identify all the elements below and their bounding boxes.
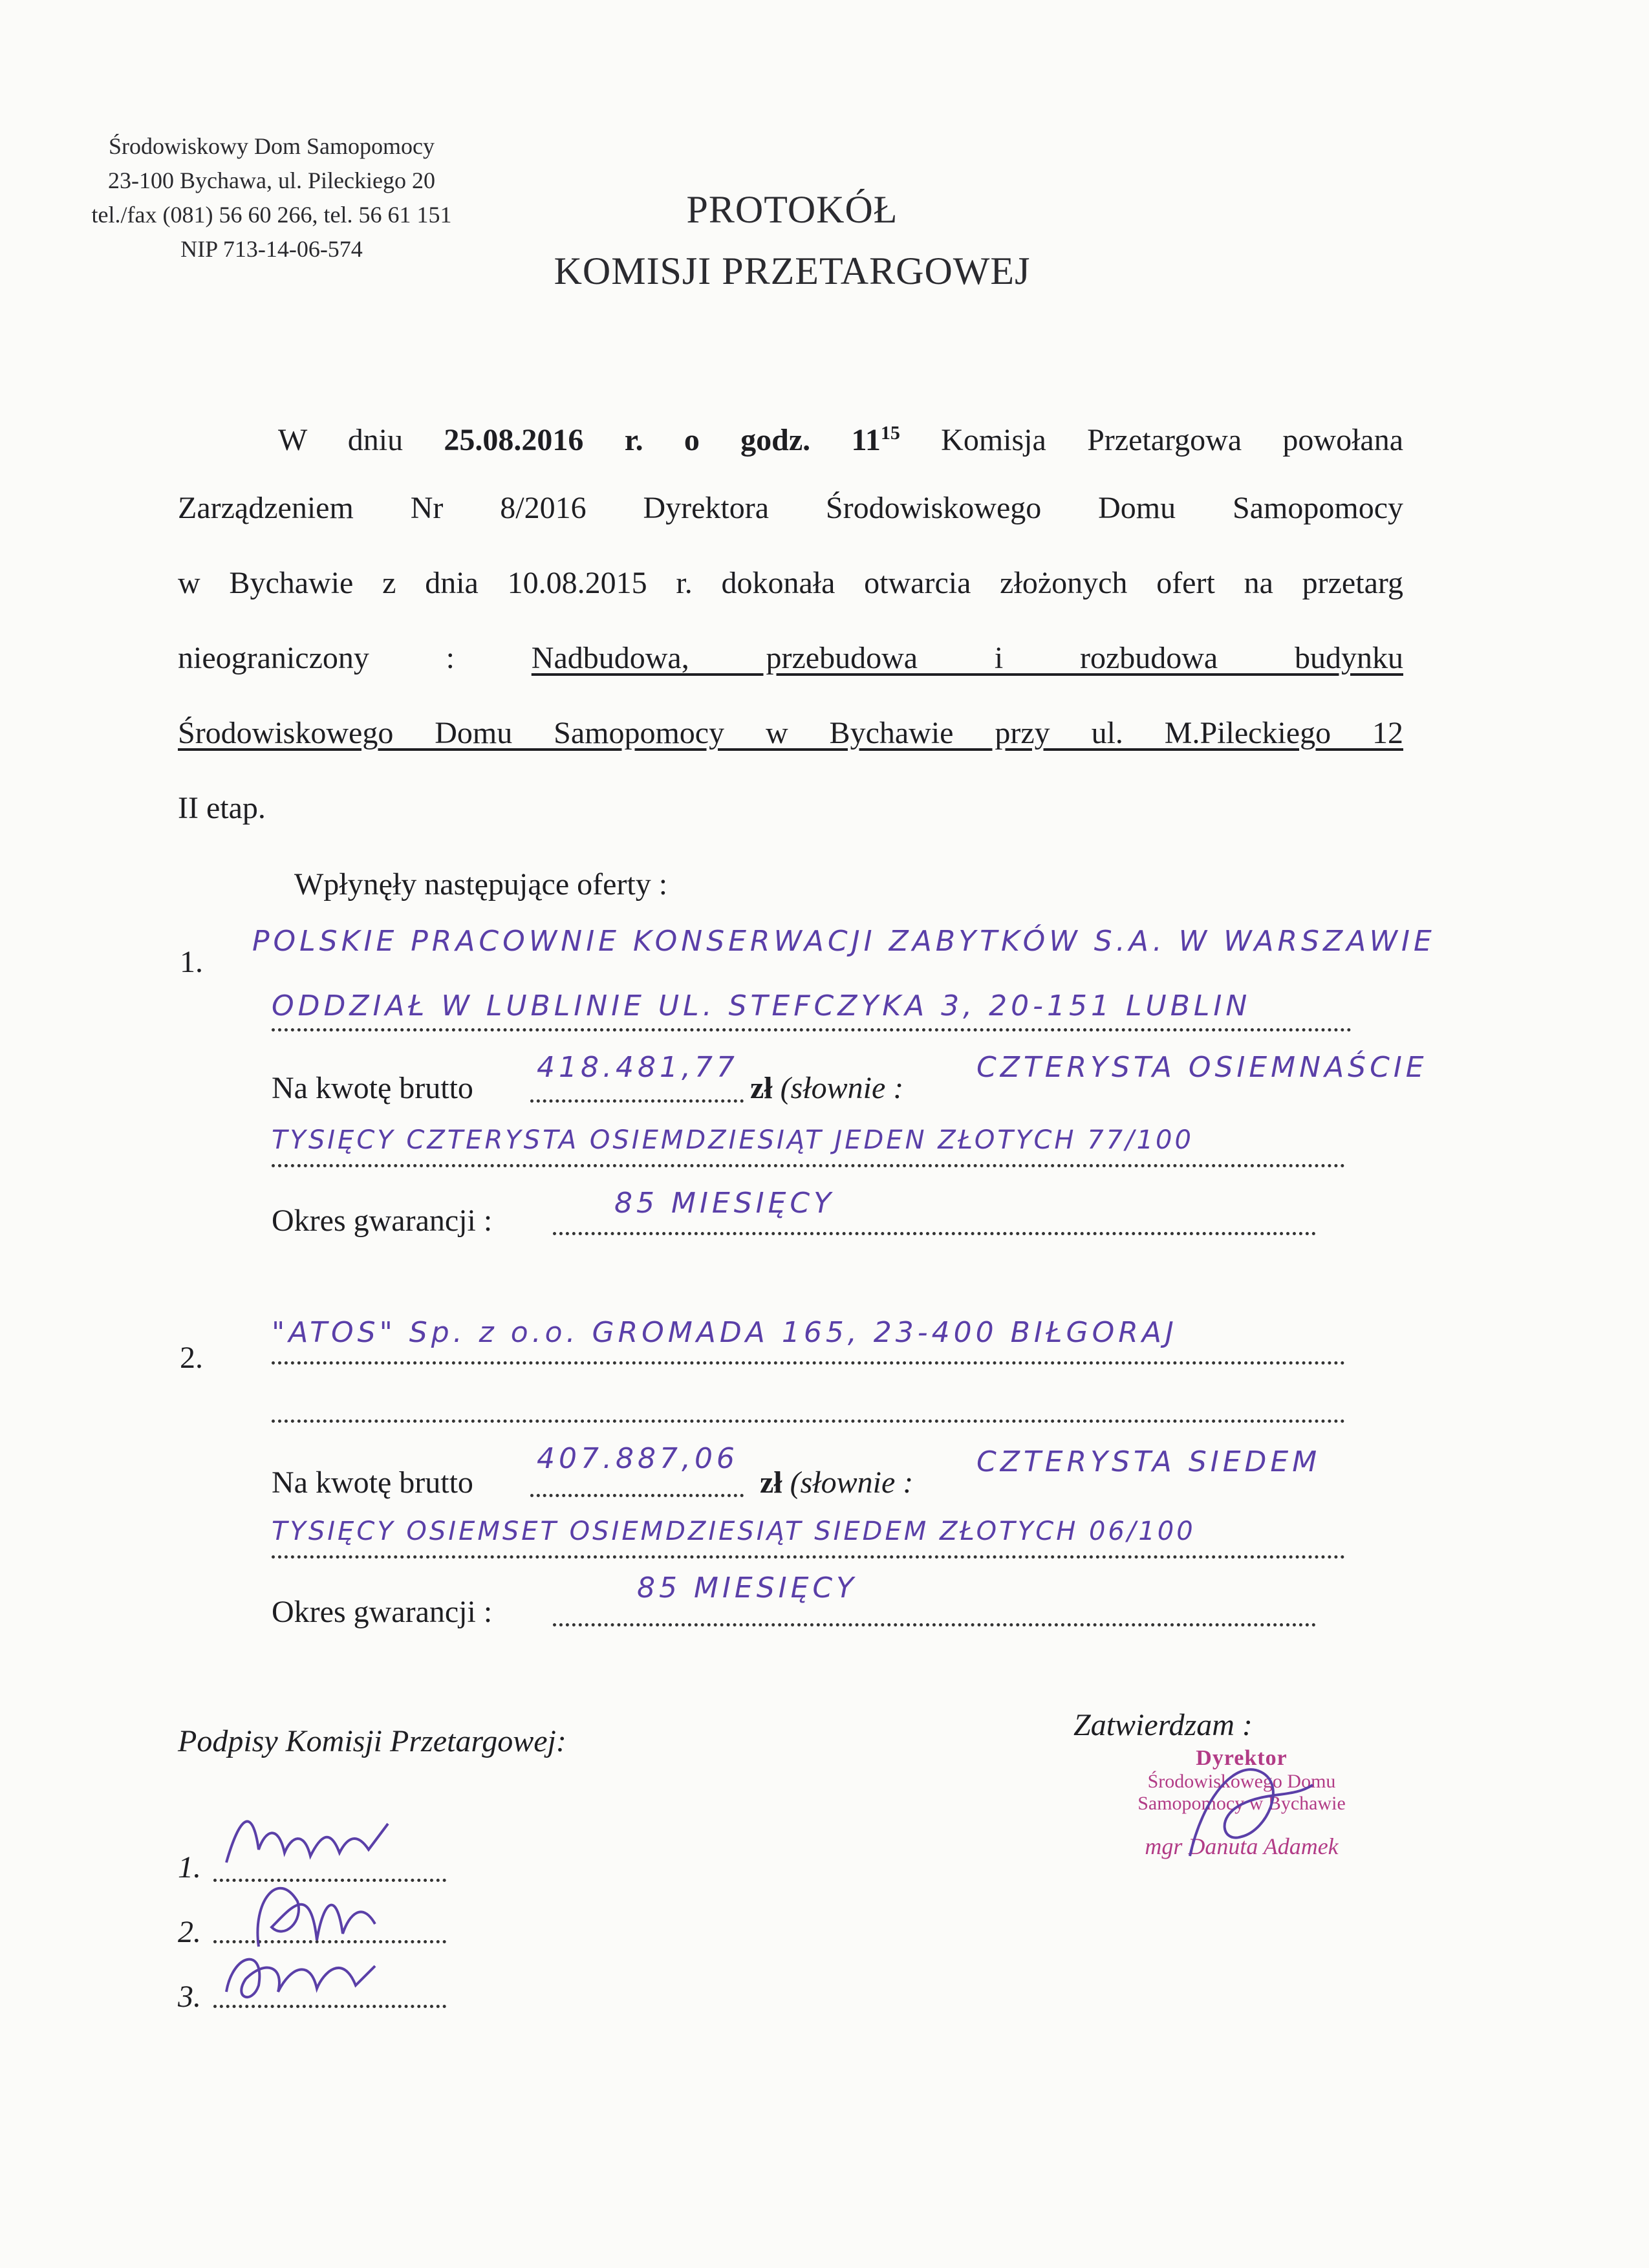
offer-1-words-dots	[272, 1164, 1345, 1167]
intro-line-6: II etap.	[178, 791, 266, 825]
offer-2-words-line-2: TYSIĘCY OSIEMSET OSIEMDZIESIĄT SIEDEM ZŁOTYCH 06/100	[272, 1517, 1196, 1546]
tender-subject-part2: Środowiskowego Domu Samopomocy w Bychawie przy ul. M.Pileckiego 12	[178, 716, 1403, 750]
signatures-heading: Podpisy Komisji Przetargowej:	[178, 1724, 566, 1758]
intro-line-4: nieograniczony : Nadbudowa, przebudowa i rozbudowa budynku	[178, 641, 1403, 675]
offer-2-words-dots	[272, 1555, 1345, 1559]
offer-1-words-line-2: TYSIĘCY CZTERYSTA OSIEMDZIESIĄT JEDEN ZŁOTYCH 77/100	[272, 1125, 1194, 1155]
institution-nip: NIP 713-14-06-574	[180, 236, 363, 262]
institution-stamp	[39, 129, 504, 266]
approval-heading: Zatwierdzam :	[1073, 1708, 1253, 1742]
offer-1-company-line-2: ODDZIAŁ W LUBLINIE UL. STEFCZYKA 3, 20-151 LUBLIN	[272, 989, 1251, 1022]
offer-1-amount-dots	[530, 1099, 744, 1103]
offer-2-warranty-label: Okres gwarancji :	[272, 1595, 493, 1629]
offers-heading: Wpłynęły następujące oferty :	[294, 867, 668, 902]
offer-2-currency: zł	[760, 1465, 782, 1500]
offer-1-warranty: 85 MIESIĘCY	[614, 1187, 835, 1220]
offer-2-warranty: 85 MIESIĘCY	[637, 1571, 858, 1604]
offer-2-warranty-dots	[553, 1623, 1316, 1626]
meeting-time-minutes: 15	[880, 422, 900, 444]
signature-2-number: 2.	[178, 1915, 201, 1949]
offer-1-company-line-1: POLSKIE PRACOWNIE KONSERWACJI ZABYTKÓW S.A. W WARSZAWIE	[252, 925, 1436, 958]
document-title: PROTOKÓŁ	[686, 188, 898, 231]
offer-2-words-label: (słownie :	[790, 1465, 914, 1500]
director-signature	[1164, 1746, 1332, 1869]
offer-1-warranty-dots	[553, 1232, 1316, 1235]
offer-1-words-label: (słownie :	[780, 1071, 904, 1105]
intro-line-2: Zarządzeniem Nr 8/2016 Dyrektora Środowiskowego Domu Samopomocy	[178, 491, 1403, 525]
offer-2-amount-rest	[760, 1465, 913, 1500]
intro-paragraph	[178, 396, 1403, 846]
intro-line-1: W dniu 25.08.2016 r. o godz. $11^{15}$ Komisja Przetargowa powołana	[278, 422, 1404, 457]
offer-1-currency: zł	[750, 1071, 773, 1105]
offer-2-amount-label: Na kwotę brutto	[272, 1465, 473, 1500]
offer-1-company-dots	[272, 1028, 1352, 1031]
offer-2-number: 2.	[180, 1341, 203, 1375]
signature-1-number: 1.	[178, 1850, 201, 1885]
signature-3-scribble	[213, 1927, 394, 2011]
offer-1-amount-rest	[750, 1070, 903, 1106]
offer-2-company-line-1: "ATOS" Sp. z o.o. GROMADA 165, 23-400 BIŁGORAJ	[272, 1316, 1178, 1349]
document-subtitle: KOMISJI PRZETARGOWEJ	[554, 250, 1031, 292]
offer-2-company-dots	[272, 1361, 1345, 1365]
intro-line-5	[178, 696, 1403, 771]
director-stamp-line-2: Samopomocy w Bychawie	[1137, 1793, 1346, 1814]
offer-1-amount-label: Na kwotę brutto	[272, 1071, 473, 1105]
offer-1-number: 1.	[180, 945, 203, 979]
institution-address: 23-100 Bychawa, ul. Pileckiego 20	[108, 167, 435, 193]
offer-2-amount: 407.887,06	[537, 1442, 738, 1475]
director-stamp-title: Dyrektor	[1196, 1746, 1288, 1770]
offer-2-company-dots-2	[272, 1420, 1345, 1423]
offer-1-words-line-1: CZTERYSTA OSIEMNAŚCIE	[976, 1051, 1428, 1084]
institution-name: Środowiskowy Dom Samopomocy	[109, 133, 435, 159]
institution-phone: tel./fax (081) 56 60 266, tel. 56 61 151	[91, 202, 452, 228]
offer-1-amount: 418.481,77	[537, 1051, 738, 1084]
meeting-date: 25.08.2016 r. o godz. $11^{15}$	[444, 422, 900, 457]
offer-2-words-line-1: CZTERYSTA SIEDEM	[976, 1445, 1321, 1478]
director-name: mgr Danuta Adamek	[1145, 1833, 1339, 1859]
tender-subject-part1: Nadbudowa, przebudowa i rozbudowa budynku	[531, 641, 1403, 675]
director-stamp-line-1: Środowiskowego Domu	[1147, 1771, 1336, 1792]
offer-2-amount-dots	[530, 1494, 744, 1497]
signature-3-number: 3.	[178, 1980, 201, 2014]
intro-line-3: w Bychawie z dnia 10.08.2015 r. dokonała otwarcia złożonych ofert na przetarg	[178, 566, 1403, 600]
offer-1-warranty-label: Okres gwarancji :	[272, 1204, 493, 1238]
